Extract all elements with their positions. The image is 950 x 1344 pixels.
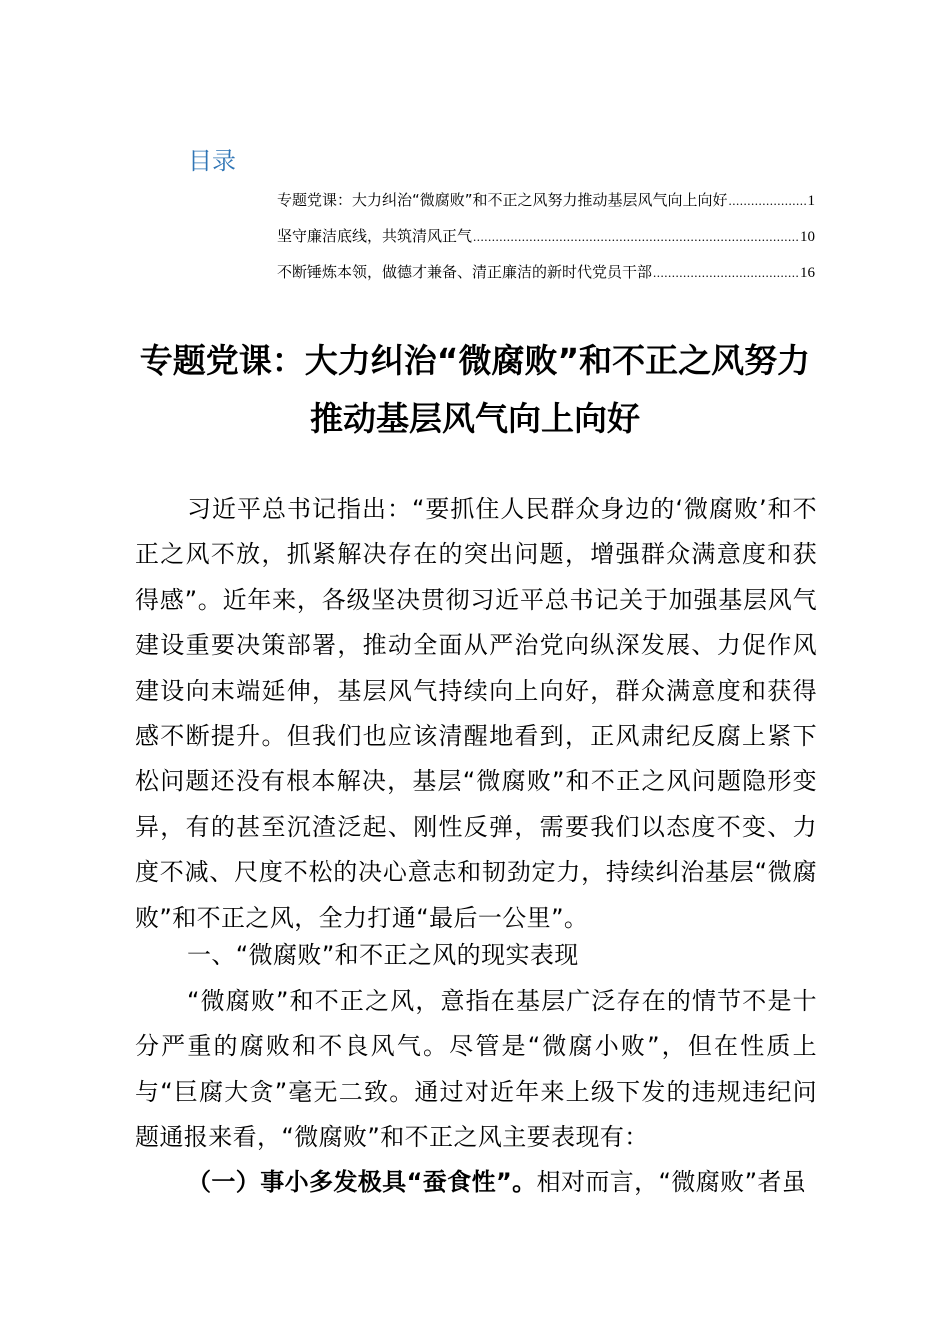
subsection-text: 相对而言，“微腐败”者虽 [536,1168,807,1196]
toc-entry[interactable] [277,186,815,222]
intro-paragraph: 习近平总书记指出：“要抓住人民群众身边的‘微腐败’和不正之风不放，抓紧解决存在的突出问题，增强群众满意度和获得感”。近年来，各级坚决贯彻习近平总书记关于加强基层风气建设重要决策部署，推动全面从严治党向纵深发展、力促作风建设向末端延伸，基层风气持续向上向好，群众满意度和获得感不断提升。但我们也应该清醒地看到，正风肃纪反腐上紧下松问题还没有根本解决，基层“微腐败”和不正之风问题隐形变异，有的甚至沉渣泛起、刚性反弹，需要我们以态度不变、力度不减、尺度不松的决心意志和韧劲定力，持续纠治基层“微腐败”和不正之风，全力打通“最后一公里”。 [135,495,817,932]
toc-entry[interactable] [277,258,815,294]
table-of-contents [277,186,815,294]
toc-dot-leader [653,259,799,287]
toc-entry-page[interactable]: 10 [800,229,815,245]
subsection-heading: （一）事小多发极具“蚕食性”。 [187,1168,537,1196]
toc-heading: 目录 [188,147,236,175]
section-paragraph: “微腐败”和不正之风，意指在基层广泛存在的情节不是十分严重的腐败和不良风气。尽管是“微腐小败”，但在性质上与“巨腐大贪”毫无二致。通过对近年来上级下发的违规违纪问题通报来看，“微腐败”和不正之风主要表现有： [135,987,817,1152]
toc-dot-leader [729,187,807,215]
toc-entry-title[interactable]: 坚守廉洁底线，共筑清风正气 [277,227,473,245]
toc-entry-page[interactable]: 1 [807,193,815,209]
subsection-paragraph [135,1160,817,1205]
toc-entry-title[interactable]: 专题党课：大力纠治“微腐败”和不正之风努力推动基层风气向上向好 [277,191,728,209]
section-heading: 一、“微腐败”和不正之风的现实表现 [187,941,579,969]
toc-entry-page[interactable]: 16 [800,265,815,281]
toc-dot-leader [473,223,799,251]
toc-entry[interactable] [277,222,815,258]
document-title: 专题党课：大力纠治“微腐败”和不正之风努力推动基层风气向上向好 [139,341,811,438]
toc-entry-title[interactable]: 不断锤炼本领，做德才兼备、清正廉洁的新时代党员干部 [277,263,653,281]
